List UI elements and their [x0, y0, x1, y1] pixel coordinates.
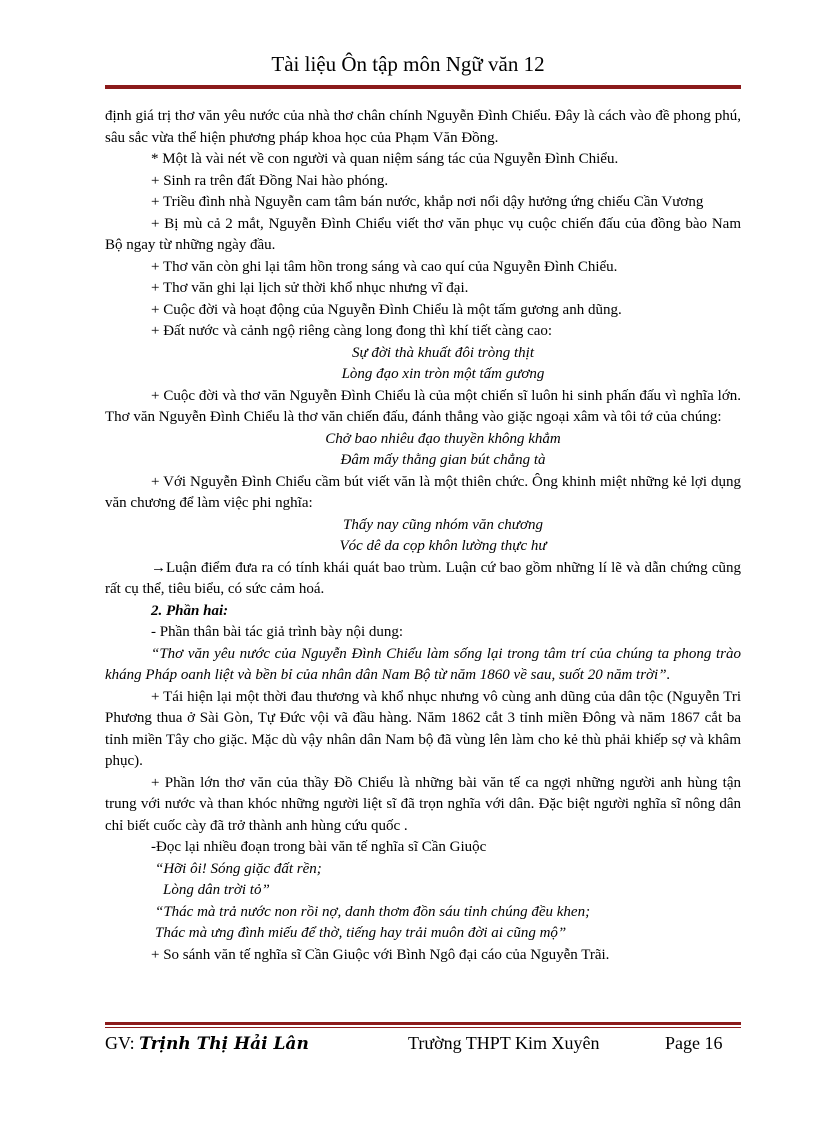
section-heading: 2. Phần hai: [151, 602, 229, 619]
quotation: “Thơ văn yêu nước của Nguyễn Đình Chiểu làm sống lại trong tâm trí của chúng ta phong trào kháng Pháp oanh liệt và bền bỉ của nhân dân Nam Bộ từ năm 1860 về sau, suốt 20 năm trời”. [105, 645, 741, 683]
paragraph: + Sinh ra trên đất Đồng Nai hào phóng. [151, 172, 389, 189]
school-name: Trường THPT Kim Xuyên [408, 1033, 600, 1053]
paragraph: * Một là vài nét về con người và quan niệm sáng tác của Nguyễn Đình Chiểu. [151, 151, 619, 167]
poem-line: Sự đời thà khuất đôi tròng thịt [351, 344, 535, 361]
paragraph: + Bị mù cả 2 mắt, Nguyễn Đình Chiểu viết thơ văn phục vụ cuộc chiến đấu của đồng bào Nam Bộ ngay từ những ngày đầu. [105, 215, 741, 253]
paragraph: + Cuộc đời và hoạt động của Nguyễn Đình Chiểu là một tấm gương anh dũng. [151, 301, 622, 318]
poem-line: Lòng đạo xin tròn một tấm gương [341, 366, 545, 382]
paragraph: định giá trị thơ văn yêu nước của nhà thơ chân chính Nguyễn Đình Chiểu. Đây là cách vào đề phong phú, sâu sắc vừa thể hiện phương pháp khoa học của Phạm Văn Đồng. [105, 108, 741, 146]
teacher-credit [105, 1033, 309, 1054]
poem-line: Chở bao nhiêu đạo thuyền không khẳm [325, 430, 561, 447]
paragraph: + So sánh văn tế nghĩa sĩ Cần Giuộc với Bình Ngô đại cáo của Nguyễn Trãi. [151, 946, 610, 963]
paragraph: + Đất nước và cảnh ngộ riêng càng long đong thì khí tiết càng cao: [151, 323, 553, 339]
footer-rule [105, 1022, 741, 1028]
quotation-line: “Hỡi ôi! Sóng giặc đất rền; [155, 860, 322, 877]
document-title: Tài liệu Ôn tập môn Ngữ văn 12 [271, 52, 545, 76]
header-rule [105, 83, 741, 89]
poem-line: Vóc dê da cọp khôn lường thực hư [339, 538, 547, 554]
paragraph: - Phần thân bài tác giả trình bày nội dung: [151, 624, 404, 640]
quotation-line: “Thác mà trả nước non rồi nợ, danh thơm đồn sáu tỉnh chúng đều khen; [155, 903, 591, 920]
paragraph: + Cuộc đời và thơ văn Nguyễn Đình Chiểu là của một chiến sĩ luôn hi sinh phấn đấu vì nghĩa lớn. Thơ văn Nguyễn Đình Chiểu là thơ văn chiến đấu, đánh thẳng vào giặc ngoại xâm và tôi tớ của chúng: [105, 387, 741, 425]
teacher-name: Trịnh Thị Hải Lân [139, 1034, 309, 1054]
paragraph: + Tái hiện lại một thời đau thương và khổ nhục nhưng vô cùng anh dũng của dân tộc (Nguyễn Tri Phương thua ở Sài Gòn, Tự Đức vội vã đầu hàng. Năm 1862 cắt 3 tỉnh miền Đông và năm 1867 cắt ba tỉnh miền Tây cho giặc. Mặc dù vậy nhân dân Nam bộ đã vùng lên làm cho kẻ thù phải khiếp sợ và khâm phục). [105, 688, 741, 769]
paragraph: + Phần lớn thơ văn của thầy Đồ Chiểu là những bài văn tế ca ngợi những người anh hùng tận trung với nước và than khóc những người liệt sĩ đã trọn nghĩa với dân. Đặc biệt người nghĩa sĩ nông dân chỉ biết cuốc cày đã trở thành anh hùng cứu quốc . [105, 774, 741, 834]
quotation-line: Thác mà ưng đình miếu để thờ, tiếng hay trải muôn đời ai cũng mộ” [155, 925, 567, 941]
paragraph: →Luận điểm đưa ra có tính khái quát bao trùm. Luận cứ bao gồm những lí lẽ và dẫn chứng cũng rất cụ thể, tiêu biểu, có sức cảm hoá. [105, 559, 741, 597]
paragraph: + Thơ văn ghi lại lịch sử thời khổ nhục nhưng vĩ đại. [151, 280, 469, 296]
poem-line: Đâm mấy thằng gian bút chẳng tà [340, 452, 546, 468]
poem-line: Thấy nay cũng nhóm văn chương [343, 516, 543, 533]
page-number: Page 16 [665, 1033, 723, 1053]
paragraph: + Triều đình nhà Nguyễn cam tâm bán nước, khắp nơi nổi dậy hưởng ứng chiếu Cần Vương [151, 194, 704, 210]
quotation-line: Lòng dân trời tỏ” [163, 882, 270, 898]
paragraph: -Đọc lại nhiều đoạn trong bài văn tế nghĩa sĩ Cần Giuộc [151, 839, 487, 855]
gv-label: GV: [105, 1033, 135, 1053]
document-body [105, 106, 741, 966]
paragraph: + Với Nguyễn Đình Chiểu cầm bút viết văn là một thiên chức. Ông khinh miệt những kẻ lợi dụng văn chương để làm việc phi nghĩa: [105, 473, 741, 511]
paragraph: + Thơ văn còn ghi lại tâm hồn trong sáng và cao quí của Nguyễn Đình Chiểu. [151, 258, 618, 275]
